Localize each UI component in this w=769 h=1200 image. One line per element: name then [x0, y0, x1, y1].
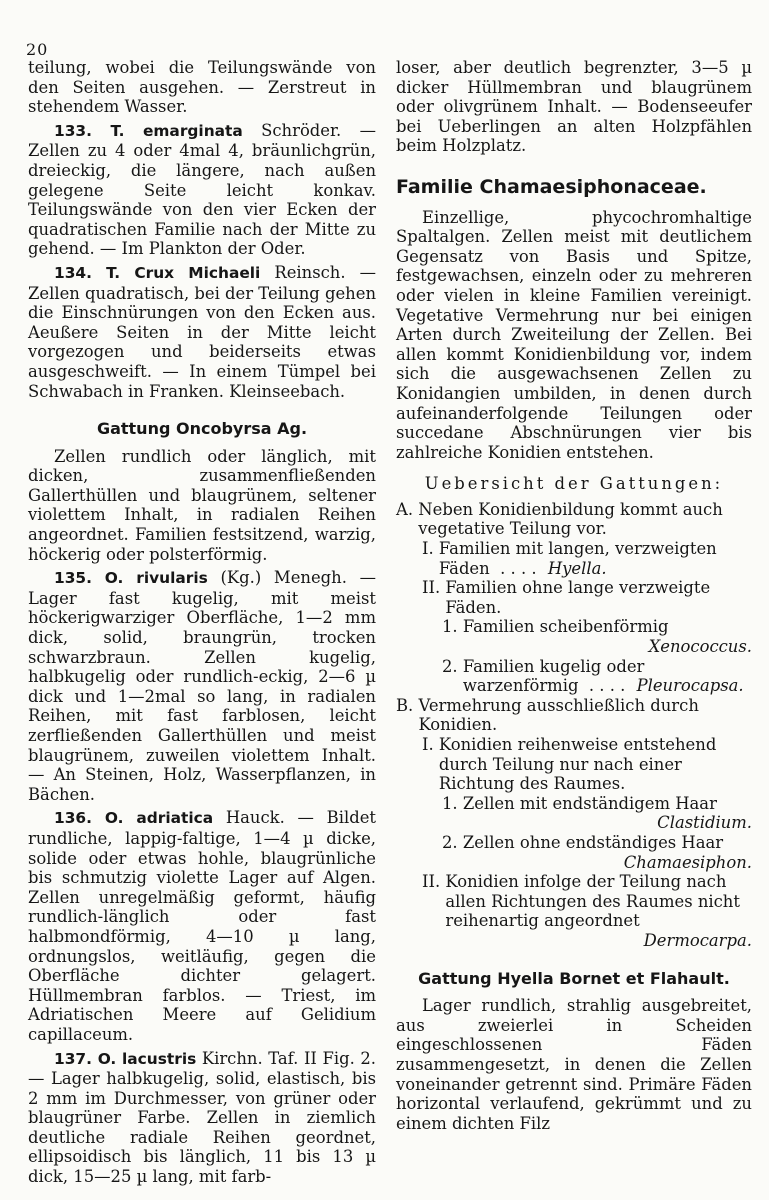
key-item-b-i [396, 735, 752, 794]
genus-key [396, 500, 752, 951]
key-text: Zellen ohne endständiges Haar [462, 832, 724, 852]
family-heading: Familie Chamaesiphonaceae. [396, 175, 707, 198]
key-text: Familien ohne lange verzweigte Fäden. [445, 578, 711, 617]
species-entry-135 [28, 568, 376, 804]
key-item-b-i-2 [396, 833, 752, 853]
species-author: Hauck. [225, 808, 285, 828]
key-label: I. [422, 735, 434, 754]
species-description: — Bildet rundliche, lappig-faltige, 1—4 µ dicke, solide oder etwas hohle, blaugrünliche bis schmutzig violette Lager auf Algen. Zellen unregelmäßig geformt, häufig rundlich-länglich oder fast halbmondförmig, 4—10 µ lang, ordnungslos, weitläufig, gegen die Oberfläche dichter gelagert. Hüllmembran farblos. — Triest, im Adriatischen Meere auf Gelidium capillaceum. [28, 808, 376, 1044]
family-description: Einzellige, phycochromhaltige Spaltalgen. Zellen meist mit deutlichem Gegensatz von Basis und Spitze, festgewachsen, einzeln oder zu mehreren oder vielen in kleine Familien vereinigt. Vegetative Vermehrung nur bei einigen Arten durch Zweiteilung der Zellen. Bei allen kommt Konidienbildung vor, indem sich die ausgewachsenen Zellen zu Konidangien umbilden, in denen durch aufeinanderfolgende Teilungen oder succedane Abschnürungen vier bis zahlreiche Konidien entstehen. [396, 207, 752, 462]
key-text: Konidien infolge der Teilung nach allen Richtungen des Raumes nicht reihenartig angeordnet [445, 872, 740, 931]
right-intro-paragraph: loser, aber deutlich begrenzter, 3—5 µ dicker Hüllmembran und blaugrünem oder olivgrünem Inhalt. — Bodenseeufer bei Ueberlingen an alten Holzpfählen beim Holzplatz. [396, 58, 752, 156]
key-item-a-ii [396, 578, 752, 617]
species-entry-134 [28, 263, 376, 401]
species-name: 134. T. Crux Michaeli [54, 263, 261, 282]
species-name: 137. O. lacustris [54, 1049, 197, 1068]
key-text-body: Familien mit langen, verzweigten Fäden [438, 539, 717, 578]
genus-heading-hyella: Gattung Hyella Bornet et Flahault. [418, 968, 730, 988]
key-text [463, 657, 752, 696]
species-description: — Zellen zu 4 oder 4mal 4, bräunlichgrün, dreieckig, die längere, nach außen gelegene Seite leicht konkav. Teilungswände von den vier Ecken der quadratischen Familie nach der Mitte zu gehend. — Im Plankton der Oder. [28, 120, 376, 259]
species-description: — Lager halbkugelig, solid, elastisch, bis 2 mm im Durchmesser, von grüner oder blaugrüner Farbe. Zellen in ziemlich deutliche radiale Reihen geordnet, ellipsoidisch bis länglich, 11 bis 13 µ dick, 15—25 µ lang, mit farb- [28, 1069, 376, 1187]
key-label: B. [396, 695, 414, 715]
overview-title: Uebersicht der Gattungen: [424, 474, 724, 494]
genus-name: Chamaesiphon. [623, 852, 752, 872]
key-item-a-ii-2 [396, 657, 752, 696]
genus-name: Clastidium. [657, 813, 752, 833]
key-label: II. [422, 578, 441, 598]
key-text: Konidien reihenweise entstehend durch Teilung nur nach einer Richtung des Raumes. [438, 735, 717, 794]
left-intro-paragraph: teilung, wobei die Teilungswände von den Seiten ausgehen. — Zerstreut in stehendem Wasser. [28, 58, 376, 117]
key-dots: . . . . [588, 676, 626, 696]
species-name: 135. O. rivularis [54, 569, 208, 588]
key-label: II. [422, 872, 441, 892]
key-item-a-ii-1 [396, 617, 752, 637]
key-text: Neben Konidienbildung kommt auch vegetative Teilung vor. [418, 499, 723, 539]
key-dots: . . . . [500, 558, 537, 578]
page-number: 20 [26, 40, 49, 59]
key-dots-line [495, 559, 607, 578]
key-label: 1. [442, 793, 458, 813]
key-text [439, 539, 752, 578]
right-column [396, 58, 752, 1133]
key-text-body: Familien kugelig oder warzenförmig [462, 656, 645, 696]
species-name: 133. T. emarginata [54, 121, 243, 140]
species-name: 136. O. adriatica [54, 809, 214, 828]
genus-name: Pleurocapsa. [636, 676, 744, 696]
species-author: Schröder. [261, 120, 342, 140]
genus-heading-oncobyrsa: Gattung Oncobyrsa Ag. [96, 419, 308, 439]
key-item-b-ii [396, 872, 752, 931]
genus-description-hyella: Lager rundlich, strahlig ausgebreitet, aus zweierlei in Scheiden eingeschlossenen Fäden zusammengesetzt, in denen die Zellen voneinander getrennt sind. Primäre Fäden horizontal verlaufend, gekrümmt und zu einem dichten Filz [396, 996, 752, 1133]
left-column [28, 58, 376, 1187]
key-label: 1. [442, 617, 458, 637]
key-label: I. [422, 539, 434, 559]
key-item-a-i [396, 539, 752, 578]
species-author: (Kg.) Menegh. [220, 568, 347, 588]
species-entry-136 [28, 808, 376, 1044]
key-item-b-i-1 [396, 794, 752, 814]
key-label: A. [396, 499, 414, 519]
species-entry-137 [28, 1049, 376, 1187]
key-text: Familien scheibenförmig [462, 617, 669, 637]
genus-name: Xenococcus. [648, 637, 752, 657]
key-label: 2. [442, 832, 458, 852]
genus-name: Hyella. [547, 558, 607, 578]
species-author: Reinsch. [274, 262, 346, 282]
key-label: 2. [442, 656, 458, 676]
key-text: Vermehrung ausschließlich durch Konidien. [418, 695, 699, 735]
key-item-b [396, 696, 752, 735]
species-description: — Zellen quadratisch, bei der Teilung gehen die Einschnürungen von den Ecken aus. Aeußere Seiten in der Mitte leicht vorgezogen und beiderseits etwas ausgeschweift. — In einem Tümpel bei Schwabach in Franken. Kleinseebach. [28, 262, 376, 401]
species-description: — Lager fast kugelig, mit meist höckerigwarziger Oberfläche, 1—2 mm dick, solid, braungrün, trocken schwarzbraun. Zellen kugelig, halbkugelig oder rundlich-eckig, 2—6 µ dick und 1—2mal so lang, in radialen Reihen, mit fast farblosen, leicht zerfließenden Gallerthüllen und meist blaugrünem, zuweilen violettem Inhalt. — An Steinen, Holz, Wasserpflanzen, in Bächen. [28, 568, 377, 804]
species-author: Kirchn. Taf. II Fig. 2. [201, 1048, 376, 1068]
species-entry-133 [28, 121, 376, 259]
key-text: Zellen mit endständigem Haar [462, 793, 717, 813]
key-item-a [396, 500, 752, 539]
genus-description-oncobyrsa: Zellen rundlich oder länglich, mit dicken, zusammenfließenden Gallerthüllen und blaugrünem, seltener violettem Inhalt, in radialen Reihen angeordnet. Familien festsitzend, warzig, höckerig oder polsterförmig. [28, 446, 376, 564]
genus-name: Dermocarpa. [643, 930, 752, 950]
